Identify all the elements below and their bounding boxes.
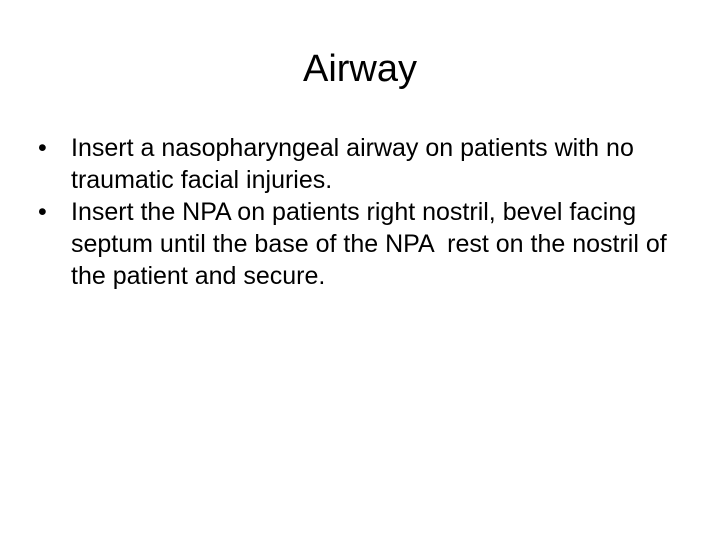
bullet-text: Insert a nasopharyngeal airway on patients with no traumatic facial injuries. (71, 134, 641, 194)
bullet-item (38, 196, 678, 292)
bullet-list (38, 132, 678, 292)
bullet-marker: • (38, 134, 47, 162)
bullet-marker: • (38, 198, 47, 226)
slide-title: Airway (302, 48, 418, 90)
bullet-item (38, 132, 678, 196)
bullet-text: Insert the NPA on patients right nostril, bevel facing septum until the base of the NPA rest on the nostril of the patient and secure. (71, 198, 674, 290)
